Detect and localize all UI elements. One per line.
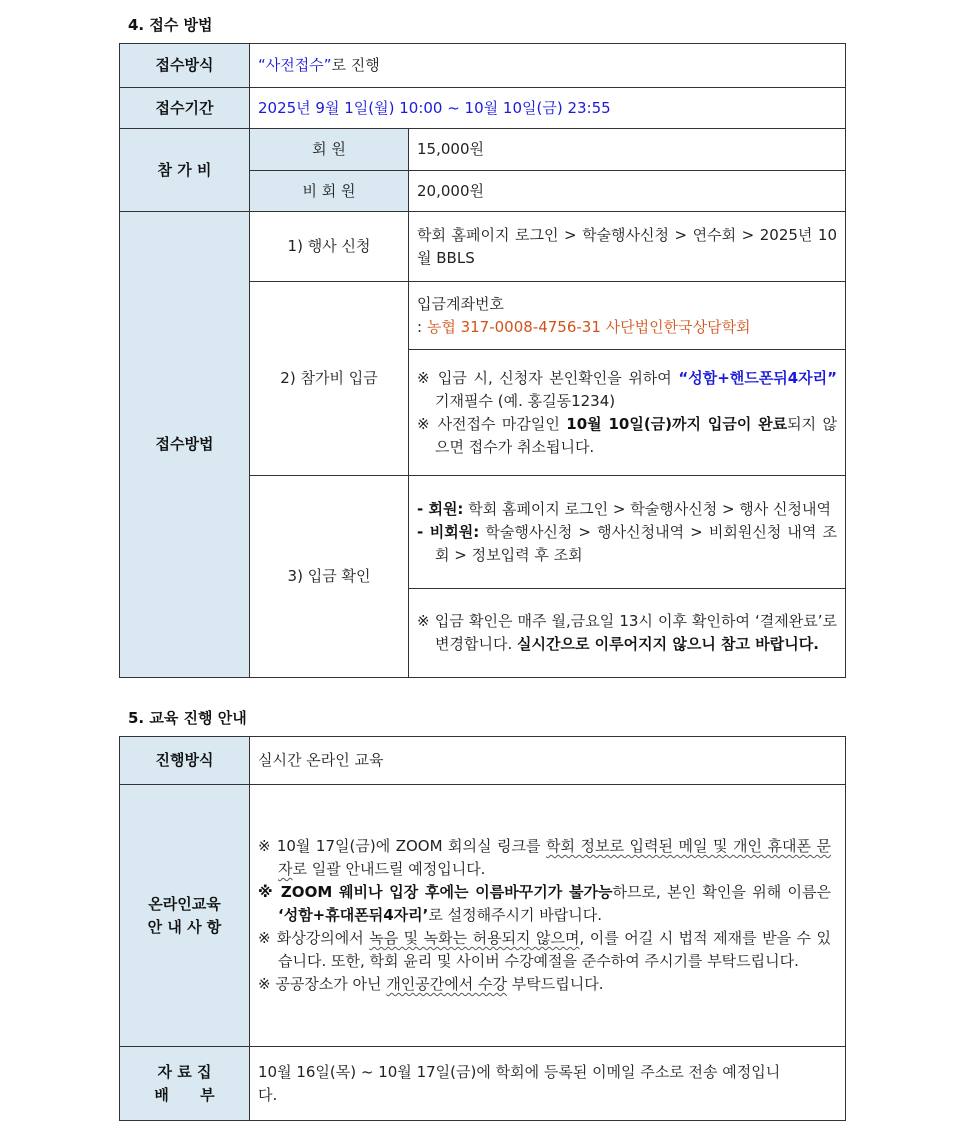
deposit-notes: ※ 입금 시, 신청자 본인확인을 위하여 “성함+핸드폰뒤4자리” 기재필수 (예. 홍길동1234) ※ 사전접수 마감일인 10월 10일(금)까지 입금이 완료되지 않으면 접수가 취소됩니다.	[409, 350, 846, 476]
registration-table	[119, 43, 846, 678]
section5-heading: 5. 교육 진행 안내	[128, 709, 247, 727]
step2-label: 2) 참가비 입금	[250, 282, 409, 476]
nonmember-label: 비 회 원	[250, 171, 409, 212]
notice-label: 온라인교육 안 내 사 항	[120, 785, 250, 1047]
member-fee: 15,000원	[409, 129, 846, 171]
nonmember-fee: 20,000원	[409, 171, 846, 212]
mode-label: 진행방식	[120, 737, 250, 785]
notice-list: ※ 10월 17일(금)에 ZOOM 회의실 링크를 학회 정보로 입력된 메일 및 개인 휴대폰 문자로 일괄 안내드릴 예정입니다. ※ ZOOM 웨비나 입장 후에는 이름바꾸기가 불가능하므로, 본인 확인을 위해 이름은 ‘성함+휴대폰뒤4자리’로 설정해주시기 바랍니다. ※ 화상강의에서 녹음 및 녹화는 허용되지 않으며, 이를 어길 시 법적 제재를 받을 수 있습니다. 또한, 학회 윤리 및 사이버 수강예절을 준수하여 주시기를 부탁드립니다. ※ 공공장소가 아닌 개인공간에서 수강 부탁드립니다.	[250, 785, 846, 1047]
step1-label: 1) 행사 신청	[250, 212, 409, 282]
material-value: 10월 16일(목) ~ 10월 17일(금)에 학회에 등록된 이메일 주소로 전송 예정입니다.	[250, 1047, 846, 1121]
education-table	[119, 736, 846, 1121]
member-label: 회 원	[250, 129, 409, 171]
period-label: 접수기간	[120, 88, 250, 129]
step1-text: 학회 홈페이지 로그인 > 학술행사신청 > 연수회 > 2025년 10월 BBLS	[409, 212, 846, 282]
method-label: 접수방식	[120, 44, 250, 88]
material-label: 자 료 집 배 부	[120, 1047, 250, 1121]
method-value: “사전접수”로 진행	[250, 44, 846, 88]
confirm-paths: - 회원: 학회 홈페이지 로그인 > 학술행사신청 > 행사 신청내역 - 비회원: 학술행사신청 > 행사신청내역 > 비회원신청 내역 조회 > 정보입력 후 조회	[409, 476, 846, 589]
mode-value: 실시간 온라인 교육	[250, 737, 846, 785]
section4-heading: 4. 접수 방법	[128, 16, 213, 34]
confirm-note: ※ 입금 확인은 매주 월,금요일 13시 이후 확인하여 ‘결제완료’로 변경합니다. 실시간으로 이루어지지 않으니 참고 바랍니다.	[409, 589, 846, 678]
step3-label: 3) 입금 확인	[250, 476, 409, 678]
procedure-label: 접수방법	[120, 212, 250, 678]
fee-label: 참 가 비	[120, 129, 250, 212]
account-info: 입금계좌번호 : 농협 317-0008-4756-31 사단법인한국상담학회	[409, 282, 846, 350]
period-value: 2025년 9월 1일(월) 10:00 ~ 10월 10일(금) 23:55	[250, 88, 846, 129]
